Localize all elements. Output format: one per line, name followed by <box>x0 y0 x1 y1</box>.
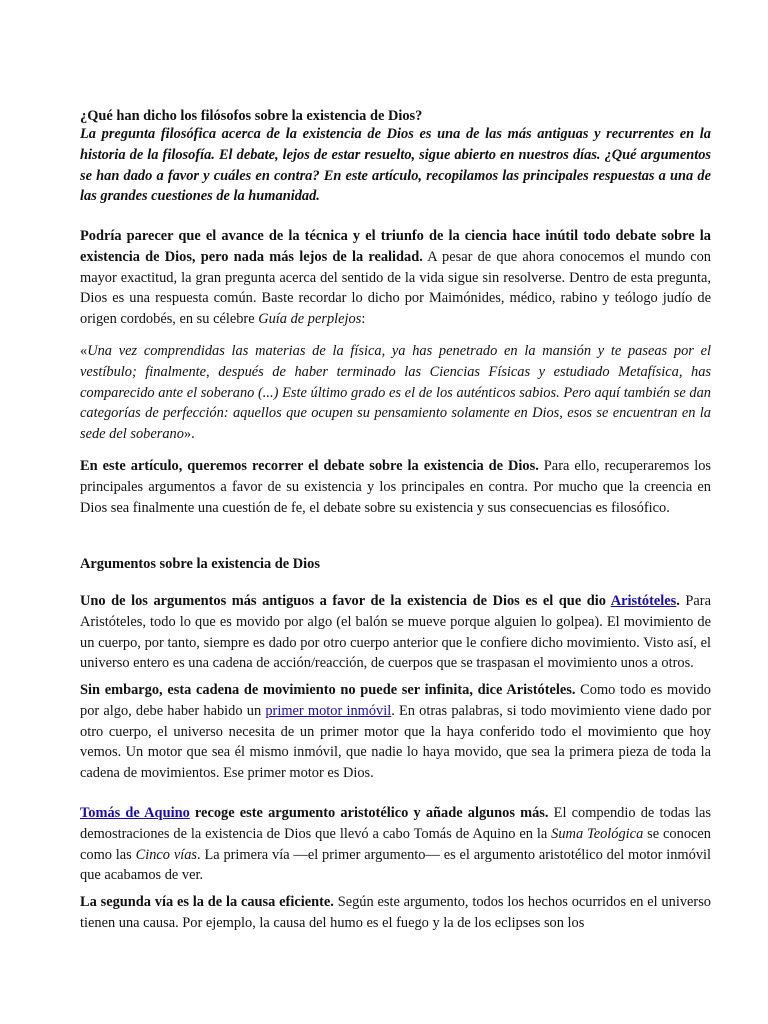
link-aristoteles[interactable]: Aristóteles <box>610 593 677 609</box>
quote-text: Una vez comprendidas las materias de la física, ya has penetrado en la mansión y te paseas por el vestíbulo; finalmente, después de haber terminado las Ciencias Físicas y estudiado Metafísica, has comparecido ante el soberano (...) Este último grado es el de los auténticos sabios. Pero aquí también se dan categorías de perfección: aquellos que ocupen su pensamiento solamente en Dios, esos se encuentran en la sede del soberano <box>80 343 711 443</box>
book-title: Guía de perplejos <box>258 311 362 328</box>
paragraph-lead: Uno de los argumentos más antiguos a favor de la existencia de Dios es el que dio <box>80 593 611 609</box>
paragraph-motion-chain: Sin embargo, esta cadena de movimiento no puede ser infinita, dice Aristóteles. Como todo es movido por algo, debe haber habido un primer motor inmóvil. En otras palabras, si todo movimiento viene dado por otro cuerpo, el universo necesita de un primer motor que la haya conferido todo el movimiento que hoy vemos. Un motor que sea él mismo inmóvil, que nadie lo haya movido, que sea la primera pieza de toda la cadena de movimientos. Ese primer motor es Dios. <box>80 682 712 782</box>
paragraph-article-purpose <box>80 456 711 518</box>
paragraph-aristotle: Uno de los argumentos más antiguos a favor de la existencia de Dios es el que dio Aristóteles. Para Aristóteles, todo lo que es movido por algo (el balón se mueve porque alguien lo golpea). El movimiento de un cuerpo, por tanto, siempre es dado por otro cuerpo anterior que le confiere dicho movimiento. Visto así, el universo entero es una cadena de acción/reacción, de cuerpos que se traspasan el movimiento unos a otros. <box>80 593 711 672</box>
paragraph-lead: La segunda vía es la de la causa eficiente. <box>80 894 334 910</box>
book-title: Suma Teológica <box>551 825 644 842</box>
paragraph-aquinas: Tomás de Aquino recoge este argumento aristotélico y añade algunos más. El compendio de todas las demostraciones de la existencia de Dios que llevó a cabo Tomás de Aquino en la Suma Teológica se conocen como las Cinco vías. La primera vía —el primer argumento— es el argumento aristotélico del motor inmóvil que acabamos de ver. <box>80 805 712 884</box>
maimonides-quote: «Una vez comprendidas las materias de la física, ya has penetrado en la mansión y te paseas por el vestíbulo; finalmente, después de haber terminado las Ciencias Físicas y estudiado Metafísica, has comparecido ante el soberano (...) Este último grado es el de los auténticos sabios. Pero aquí también se dan categorías de perfección: aquellos que ocupen su pensamiento solamente en Dios, esos se encuentran en la sede del soberano». <box>80 343 711 443</box>
intro-paragraph: La pregunta filosófica acerca de la existencia de Dios es una de las más antiguas y recurrentes en la historia de la filosofía. El debate, lejos de estar resuelto, sigue abierto en nuestros días. ¿Qué argumentos se han dado a favor y cuáles en contra? En este artículo, recopilamos las principales respuestas a una de las grandes cuestiones de la humanidad. <box>80 126 711 205</box>
book-title: Cinco vías <box>135 846 198 863</box>
paragraph-technique-science: Podría parecer que el avance de la técnica y el triunfo de la ciencia hace inútil todo debate sobre la existencia de Dios, pero nada más lejos de la realidad. A pesar de que ahora conocemos el mundo con mayor exactitud, la gran pregunta acerca del sentido de la vida sigue sin resolverse. Dentro de esta pregunta, Dios es una respuesta común. Baste recordar lo dicho por Maimónides, médico, rabino y teólogo judío de origen cordobés, en su célebre Guía de perplejos: <box>80 228 711 328</box>
paragraph-lead: recoge este argumento aristotélico y añade algunos más. <box>189 805 549 821</box>
paragraph-lead: Podría parecer que el avance de la técnica y el triunfo de la ciencia hace inútil todo debate sobre la existencia de Dios, pero nada más lejos de la realidad. <box>80 228 711 265</box>
paragraph-text: Para Aristóteles, todo lo que es movido por algo (el balón se mueve porque alguien lo golpea). El movimiento de un cuerpo, por tanto, siempre es dado por otro cuerpo anterior que le confiere dicho movimiento. Visto así, el universo entero es una cadena de acción/reacción, de cuerpos que se traspasan el movimiento unos a otros. <box>80 593 711 672</box>
page-title: ¿Qué han dicho los filósofos sobre la existencia de Dios? <box>80 108 423 124</box>
paragraph-second-way <box>80 892 711 934</box>
link-tomas-de-aquino[interactable]: Tomás de Aquino <box>80 805 190 821</box>
paragraph-text: Según este argumento, todos los hechos ocurridos en el universo tienen una causa. Por ejemplo, la causa del humo es el fuego y la de los eclipses son los <box>80 894 711 931</box>
section-heading: Argumentos sobre la existencia de Dios <box>80 556 320 572</box>
link-primer-motor-inmovil[interactable]: primer motor inmóvil <box>265 702 392 719</box>
paragraph-lead: En este artículo, queremos recorrer el debate sobre la existencia de Dios. <box>80 458 539 474</box>
paragraph-text: Para ello, recuperaremos los principales argumentos a favor de su existencia y los principales en contra. Por mucho que la creencia en Dios sea finalmente una cuestión de fe, el debate sobre su existencia y sus consecuencias es filosófico. <box>80 458 712 516</box>
paragraph-lead: Sin embargo, esta cadena de movimiento no puede ser infinita, dice Aristóteles. <box>80 682 576 698</box>
paragraph-text: A pesar de que ahora conocemos el mundo con mayor exactitud, la gran pregunta acerca del sentido de la vida sigue sin resolverse. Dentro de esta pregunta, Dios es una respuesta común. Baste recordar lo dicho por Maimónides, médico, rabino y teólogo judío de origen cordobés, en su célebre <box>80 248 711 328</box>
